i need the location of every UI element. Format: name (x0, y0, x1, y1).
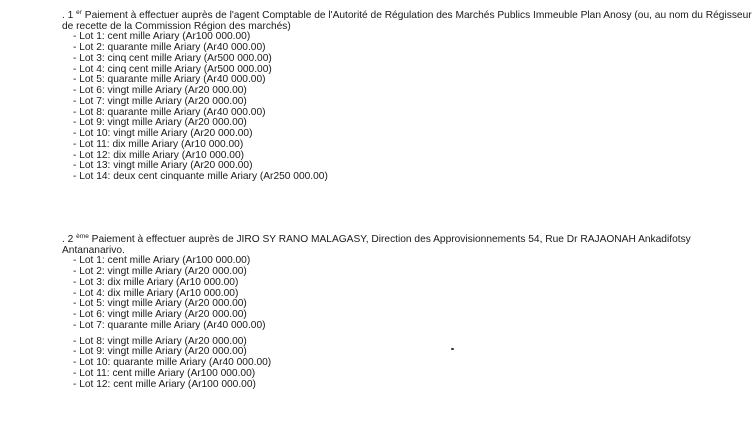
lot-item: - Lot 4: dix mille Ariary (Ar10 000.00) (73, 287, 239, 299)
lot-item: - Lot 3: cinq cent mille Ariary (Ar500 000.00) (73, 52, 272, 64)
section-2-number: . 2 (62, 234, 74, 245)
section-1-intro (62, 10, 752, 32)
lot-item: - Lot 14: deux cent cinquante mille Ariary (Ar250 000.00) (73, 171, 328, 183)
section-2-intro-text: Paiement à effectuer auprès de JIRO SY RANO MALAGASY, Direction des Approvisionnements 54, Rue Dr RAJAONAH Ankadifotsy Antananarivo. (62, 234, 691, 257)
lot-item: - Lot 7: vingt mille Ariary (Ar20 000.00) (73, 95, 247, 107)
lot-item: - Lot 8: quarante mille Ariary (Ar40 000.00) (73, 106, 266, 118)
lot-item: - Lot 11: dix mille Ariary (Ar10 000.00) (73, 138, 244, 150)
lot-item: - Lot 6: vingt mille Ariary (Ar20 000.00) (73, 309, 247, 321)
section-1-intro-text: Paiement à effectuer auprès de l'agent Comptable de l'Autorité de Régulation des Marchés Publics Immeuble Plan Anosy (ou, au nom du Régisseur de recette de la Commission Région des marchés) (62, 10, 752, 33)
lot-item: - Lot 1: cent mille Ariary (Ar100 000.00) (73, 255, 251, 267)
lot-item: - Lot 9: vingt mille Ariary (Ar20 000.00) (73, 117, 247, 129)
section-1-number: . 1 (62, 10, 74, 21)
lot-item: - Lot 6: vingt mille Ariary (Ar20 000.00) (73, 85, 247, 97)
section-2-ordinal: ème (76, 233, 89, 240)
lot-item: - Lot 1: cent mille Ariary (Ar100 000.00) (73, 31, 251, 43)
lot-item: - Lot 12: cent mille Ariary (Ar100 000.00) (73, 378, 256, 390)
lot-item: - Lot 4: cinq cent mille Ariary (Ar500 000.00) (73, 63, 272, 75)
lot-item: - Lot 12: dix mille Ariary (Ar10 000.00) (73, 149, 244, 161)
scan-speck (451, 348, 454, 350)
lot-item: - Lot 10: vingt mille Ariary (Ar20 000.00) (73, 128, 253, 140)
lot-item: - Lot 13: vingt mille Ariary (Ar20 000.00) (73, 160, 253, 172)
lot-item: - Lot 9: vingt mille Ariary (Ar20 000.00) (73, 346, 247, 358)
section-2-lot-list (62, 256, 752, 390)
lot-item: - Lot 5: vingt mille Ariary (Ar20 000.00) (73, 298, 247, 310)
lot-item: - Lot 5: quarante mille Ariary (Ar40 000.00) (73, 74, 266, 86)
lot-item: - Lot 11: cent mille Ariary (Ar100 000.00) (73, 367, 256, 379)
section-1-lot-list (62, 32, 752, 183)
lot-item: - Lot 2: vingt mille Ariary (Ar20 000.00) (73, 266, 247, 278)
lot-item: - Lot 10: quarante mille Ariary (Ar40 000.00) (73, 357, 272, 369)
lot-item: - Lot 2: quarante mille Ariary (Ar40 000.00) (73, 42, 266, 54)
payment-section-2 (62, 234, 752, 390)
section-2-intro (62, 234, 752, 256)
lot-item: - Lot 3: dix mille Ariary (Ar10 000.00) (73, 276, 239, 288)
lot-item: - Lot 8: vingt mille Ariary (Ar20 000.00) (73, 335, 247, 347)
payment-section-1 (62, 10, 752, 183)
lot-item: - Lot 7: quarante mille Ariary (Ar40 000.00) (73, 319, 266, 331)
section-1-ordinal: er (76, 9, 82, 16)
